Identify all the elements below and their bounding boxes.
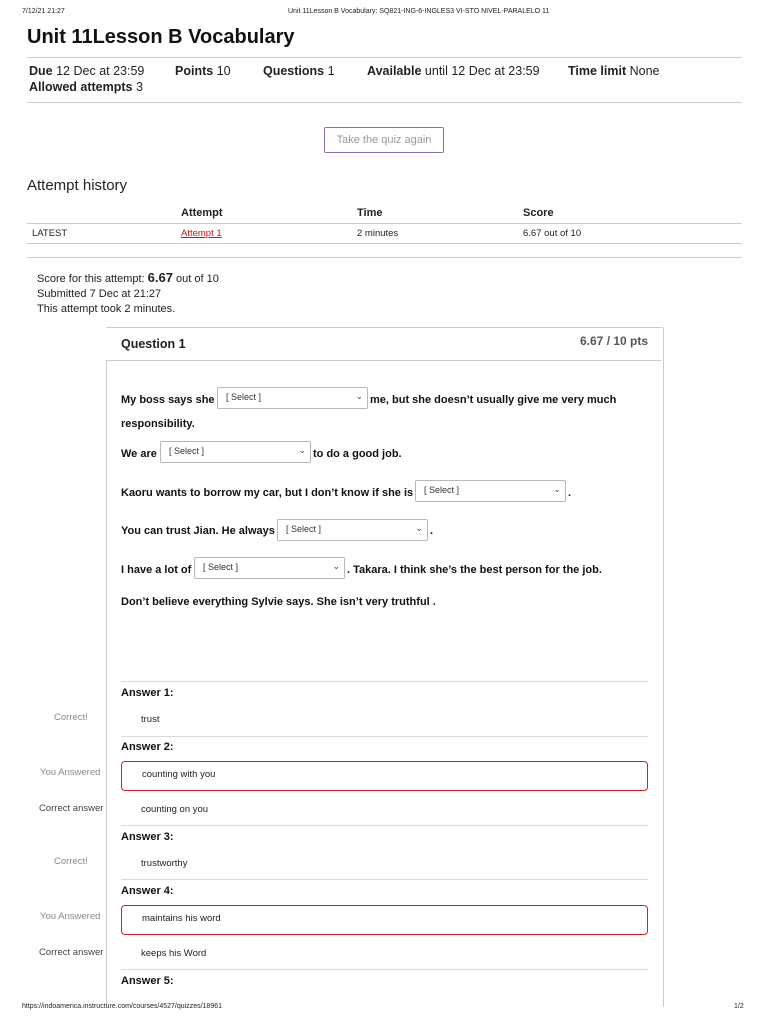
attempt-score: 6.67 out of 10: [523, 228, 582, 239]
page-title: Unit 11Lesson B Vocabulary: [27, 26, 295, 48]
meta-due: [29, 64, 144, 78]
question-title: Question 1: [121, 337, 186, 351]
select-placeholder: [ Select ]: [424, 485, 460, 495]
meta-questions: [263, 64, 335, 78]
points-value: 10: [216, 64, 231, 78]
attempt-score-line: [37, 270, 219, 285]
answer-3-status: Correct!: [54, 856, 88, 867]
answer-1-label: Answer 1:: [121, 687, 174, 699]
print-doc-title: Unit 11Lesson B Vocabulary: SQ821-ING-6-INGLES3 VI-STO NIVEL-PARALELO 11: [288, 8, 550, 15]
sentence-5-start: I have a lot of: [121, 564, 192, 576]
attempt-history-heading: Attempt history: [27, 177, 128, 194]
take-quiz-again-button[interactable]: Take the quiz again: [324, 127, 444, 153]
question-header: [106, 327, 662, 361]
col-header-attempt: Attempt: [181, 207, 223, 219]
questions-label: Questions: [263, 64, 325, 78]
sentence-3-start: Kaoru wants to borrow my car, but I don’t know if she is: [121, 487, 414, 499]
divider: [121, 736, 648, 737]
print-url: https://indoamerica.instructure.com/courses/4527/quizzes/18961: [22, 1003, 222, 1010]
answer-3-label: Answer 3:: [121, 831, 174, 843]
chevron-down-icon: ⌄: [553, 484, 561, 494]
answer-4-select[interactable]: [277, 519, 428, 541]
divider: [121, 681, 648, 682]
time-limit-value: None: [629, 64, 660, 78]
sentence-1-start: My boss says she: [121, 394, 215, 406]
due-value: 12 Dec at 23:59: [56, 64, 145, 78]
divider: [27, 257, 742, 258]
duration-text: This attempt took 2 minutes.: [37, 303, 176, 315]
chevron-down-icon: ⌄: [332, 561, 340, 571]
answer-3-select[interactable]: [415, 480, 566, 502]
answer-1-select[interactable]: [217, 387, 368, 409]
sentence-4-end: .: [430, 525, 434, 537]
answer-4-correct-label: Correct answer: [39, 947, 104, 958]
divider: [121, 969, 648, 970]
sentence-4-start: You can trust Jian. He always: [121, 525, 275, 537]
select-placeholder: [ Select ]: [286, 524, 322, 534]
score-value: 6.67: [147, 270, 173, 285]
submitted-text: Submitted 7 Dec at 21:27: [37, 288, 162, 300]
meta-attempts: [29, 80, 143, 94]
chevron-down-icon: ⌄: [355, 391, 363, 401]
attempts-value: 3: [135, 80, 143, 94]
meta-available: [367, 64, 540, 78]
table-divider: [27, 243, 742, 244]
answer-4-value: maintains his word: [142, 913, 221, 924]
available-label: Available: [367, 64, 422, 78]
table-divider: [27, 223, 742, 224]
sentence-6: Don’t believe everything Sylvie says. She isn’t very truthful .: [121, 596, 436, 608]
sentence-2-start: We are: [121, 448, 157, 460]
answer-4-status: You Answered: [40, 911, 101, 922]
chevron-down-icon: ⌄: [415, 523, 423, 533]
sentence-3-end: .: [568, 487, 572, 499]
due-label: Due: [29, 64, 53, 78]
divider: [27, 57, 742, 58]
attempt-link[interactable]: Attempt 1: [181, 228, 222, 239]
score-prefix: Score for this attempt:: [37, 273, 145, 285]
sentence-1-cont: responsibility.: [121, 418, 195, 430]
questions-value: 1: [327, 64, 335, 78]
col-header-time: Time: [357, 207, 383, 219]
answer-5-select[interactable]: [194, 557, 345, 579]
select-placeholder: [ Select ]: [226, 392, 262, 402]
meta-points: [175, 64, 231, 78]
points-label: Points: [175, 64, 214, 78]
answer-2-status: You Answered: [40, 767, 101, 778]
print-datetime: 7/12/21 21:27: [22, 8, 65, 15]
divider: [121, 879, 648, 880]
select-placeholder: [ Select ]: [203, 562, 239, 572]
answer-2-value: counting with you: [142, 769, 216, 780]
answer-2-select[interactable]: [160, 441, 311, 463]
attempts-label: Allowed attempts: [29, 80, 133, 94]
answer-2-correct-value: counting on you: [141, 804, 209, 815]
chevron-down-icon: ⌄: [298, 445, 306, 455]
answer-1-status: Correct!: [54, 712, 88, 723]
sentence-2-end: to do a good job.: [313, 448, 402, 460]
latest-tag: LATEST: [32, 228, 68, 239]
select-placeholder: [ Select ]: [169, 446, 205, 456]
score-suffix: out of 10: [176, 273, 219, 285]
sentence-1-end: me, but she doesn’t usually give me very much: [370, 394, 617, 406]
time-limit-label: Time limit: [568, 64, 627, 78]
sentence-5-end: . Takara. I think she’s the best person for the job.: [347, 564, 602, 576]
question-points: 6.67 / 10 pts: [580, 334, 649, 348]
answer-4-correct-value: keeps his Word: [141, 948, 207, 959]
answer-2-label: Answer 2:: [121, 741, 174, 753]
answer-5-label: Answer 5:: [121, 975, 174, 987]
meta-time-limit: [568, 64, 660, 78]
print-page-number: 1/2: [734, 1003, 744, 1010]
attempt-time: 2 minutes: [357, 228, 399, 239]
divider: [27, 102, 742, 103]
answer-4-label: Answer 4:: [121, 885, 174, 897]
answer-1-value: trust: [141, 714, 160, 725]
answer-2-correct-label: Correct answer: [39, 803, 104, 814]
available-value: until 12 Dec at 23:59: [424, 64, 540, 78]
col-header-score: Score: [523, 207, 554, 219]
divider: [121, 825, 648, 826]
answer-3-value: trustworthy: [141, 858, 188, 869]
